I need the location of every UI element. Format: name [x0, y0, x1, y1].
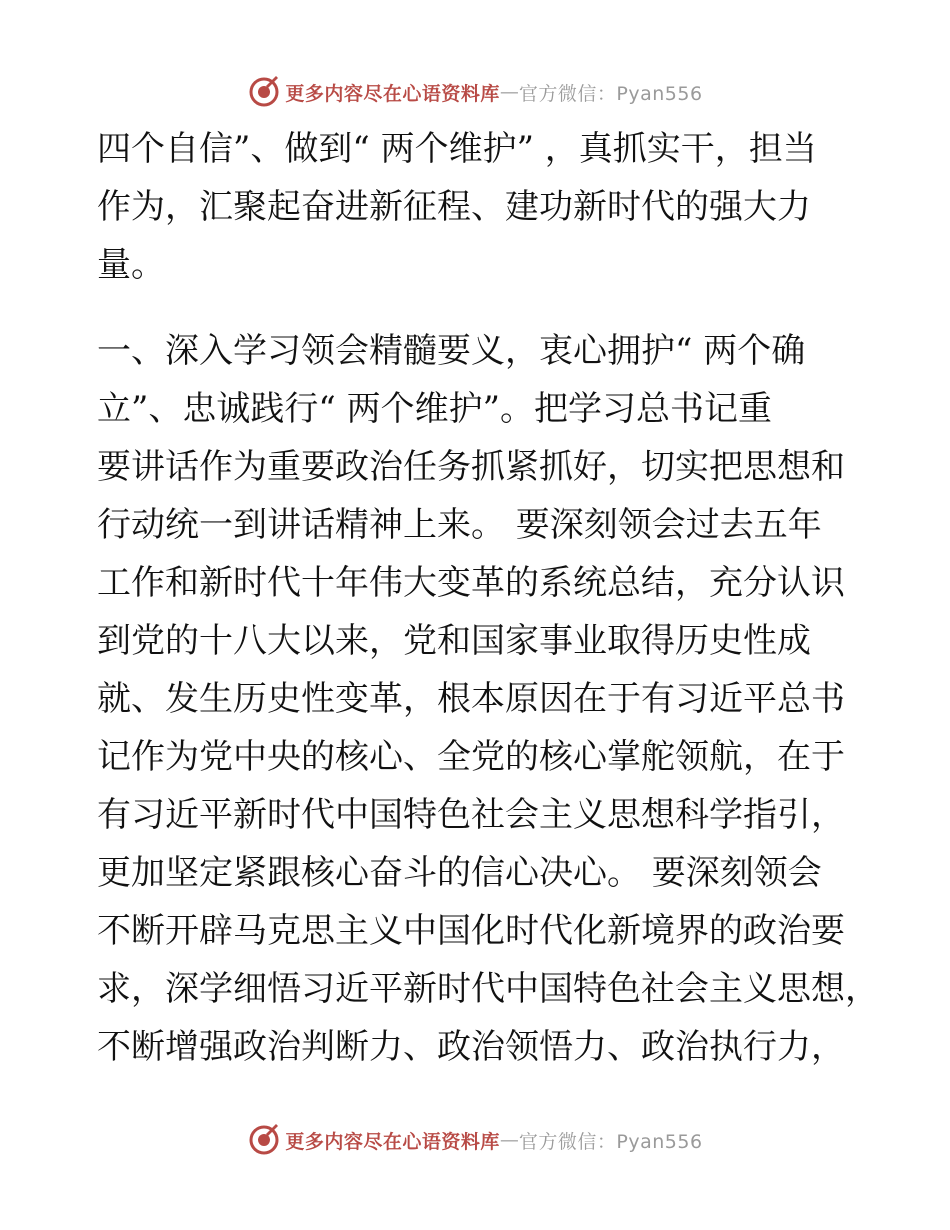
text-line: 立”、忠诚践行“ 两个维护”。把学习总书记重	[97, 389, 772, 429]
text-line: 一、深入学习领会精髓要义，衷心拥护“ 两个确	[97, 331, 806, 371]
banner-subtitle: 官方微信：Pyan556	[518, 1130, 703, 1153]
banner-subtitle: 官方微信：Pyan556	[518, 82, 703, 105]
text-line: 工作和新时代十年伟大变革的系统总结，充分认识	[97, 563, 845, 603]
text-line: 更加坚定紧跟核心奋斗的信心决心。 要深刻领会	[97, 853, 822, 893]
quill-seal-logo-icon	[247, 1123, 281, 1157]
header-watermark-banner	[0, 72, 950, 112]
text-line: 要讲话作为重要政治任务抓紧抓好，切实把思想和	[97, 447, 845, 487]
text-line: 到党的十八大以来，党和国家事业取得历史性成	[97, 621, 811, 661]
text-line: 求，深学细悟习近平新时代中国特色社会主义思想，	[97, 969, 879, 1009]
paragraph-1	[97, 120, 857, 294]
banner-title: 更多内容尽在心语资料库	[285, 82, 500, 105]
text-line: 四个自信”、做到“ 两个维护” ，真抓实干，担当	[97, 129, 817, 169]
document-body	[97, 120, 879, 1076]
text-line: 就、发生历史性变革，根本原因在于有习近平总书	[97, 679, 845, 719]
text-line: 量。	[97, 245, 165, 285]
footer-watermark-banner	[0, 1120, 950, 1160]
text-line: 记作为党中央的核心、全党的核心掌舵领航，在于	[97, 737, 845, 777]
paragraph-gap	[97, 294, 857, 322]
banner-dash: —	[499, 1129, 519, 1151]
text-line: 行动统一到讲话精神上来。 要深刻领会过去五年	[97, 505, 822, 545]
text-line: 作为，汇聚起奋进新征程、建功新时代的强大力	[97, 187, 811, 227]
text-line: 不断开辟马克思主义中国化时代化新境界的政治要	[97, 911, 845, 951]
banner-title: 更多内容尽在心语资料库	[285, 1130, 500, 1153]
quill-seal-logo-icon	[247, 75, 281, 109]
text-line: 有习近平新时代中国特色社会主义思想科学指引，	[97, 795, 845, 835]
text-line: 不断增强政治判断力、政治领悟力、政治执行力，	[97, 1027, 845, 1067]
banner-dash: —	[499, 81, 519, 103]
paragraph-2	[97, 322, 879, 1076]
